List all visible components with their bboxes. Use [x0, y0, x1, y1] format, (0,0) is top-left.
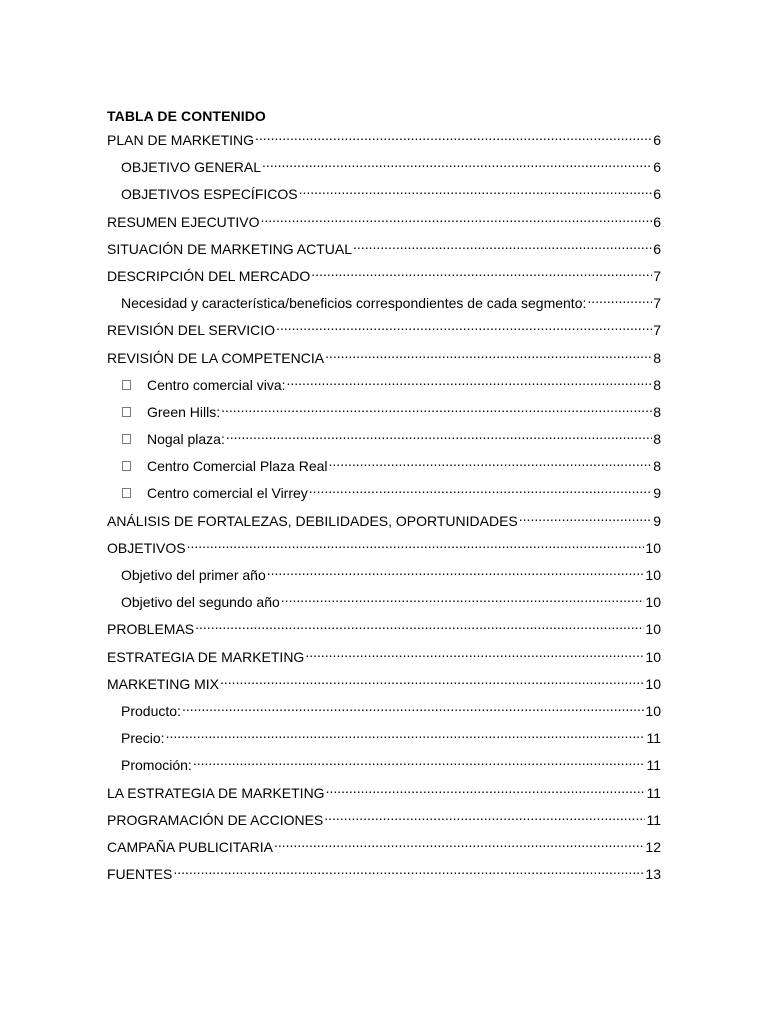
toc-entry-page-number: 8 — [653, 431, 661, 448]
toc-entry[interactable] — [0, 450, 661, 477]
toc-entry[interactable] — [0, 804, 661, 831]
toc-entry-page-number: 6 — [653, 132, 661, 148]
toc-entry-label: RESUMEN EJECUTIVO — [107, 213, 260, 230]
toc-entry[interactable] — [0, 613, 661, 640]
square-bullet-icon — [122, 380, 131, 390]
toc-entry[interactable] — [0, 586, 661, 613]
dot-leader — [187, 533, 645, 553]
toc-entry[interactable] — [0, 206, 661, 233]
toc-entry[interactable] — [0, 559, 661, 586]
dot-leader — [173, 859, 644, 879]
toc-entry-label: LA ESTRATEGIA DE MARKETING — [107, 784, 325, 801]
toc-entry-page-number: 8 — [653, 349, 661, 366]
toc-entry-label: DESCRIPCIÓN DEL MERCADO — [107, 267, 311, 284]
square-bullet-icon — [122, 488, 131, 498]
toc-entry[interactable] — [0, 178, 661, 205]
toc-entry-page-number: 10 — [645, 675, 661, 692]
toc-entry-page-number: 7 — [653, 295, 661, 312]
toc-entry-label: Promoción: — [121, 757, 192, 774]
toc-entry-label: Nogal plaza: — [147, 431, 225, 448]
toc-entry-label: CAMPAÑA PUBLICITARIA — [107, 838, 273, 855]
toc-entry-label: PLAN DE MARKETING — [107, 132, 255, 148]
dot-leader — [299, 179, 653, 199]
toc-entry[interactable] — [0, 505, 661, 532]
dot-leader — [226, 424, 652, 444]
toc-entry-label: PROBLEMAS — [107, 621, 195, 638]
toc-entry[interactable] — [0, 532, 661, 559]
toc-entry-label: Necesidad y característica/beneficios correspondientes de cada segmento: — [121, 295, 587, 312]
dot-leader — [519, 506, 652, 526]
toc-entry[interactable] — [0, 287, 661, 314]
toc-entry-page-number: 9 — [653, 512, 661, 529]
toc-entry-page-number: 6 — [653, 213, 661, 230]
toc-entry-page-number: 10 — [645, 702, 661, 719]
toc-title: TABLA DE CONTENIDO — [107, 108, 266, 124]
toc-entry-label: Producto: — [121, 702, 181, 719]
toc-entry-page-number: 7 — [653, 267, 661, 284]
dot-leader — [182, 696, 644, 716]
toc-entry-label: Green Hills: — [147, 403, 221, 420]
toc-entry-label: Precio: — [121, 730, 165, 747]
toc-entry[interactable] — [0, 260, 661, 287]
toc-entry-page-number: 10 — [645, 539, 661, 556]
toc-entry-label: ESTRATEGIA DE MARKETING — [107, 648, 305, 665]
toc-entry[interactable] — [0, 124, 661, 151]
toc-entry-page-number: 6 — [653, 159, 661, 176]
toc-entry-page-number: 10 — [645, 621, 661, 638]
toc-entry[interactable] — [0, 722, 661, 749]
toc-entry[interactable] — [0, 423, 661, 450]
toc-entry-page-number: 12 — [645, 838, 661, 855]
toc-entry[interactable] — [0, 777, 661, 804]
toc-entry-label: Objetivo del primer año — [121, 567, 266, 583]
dot-leader — [260, 207, 652, 227]
square-bullet-icon — [122, 407, 131, 417]
toc-entry[interactable] — [0, 477, 661, 504]
toc-entry[interactable] — [0, 831, 661, 858]
dot-leader — [193, 750, 646, 770]
toc-entry-label: PROGRAMACIÓN DE ACCIONES — [107, 811, 324, 828]
square-bullet-icon — [122, 434, 131, 444]
toc-entry-page-number: 11 — [646, 730, 661, 747]
toc-entry-page-number: 11 — [646, 811, 661, 828]
dot-leader — [324, 805, 645, 825]
dot-leader — [305, 642, 644, 662]
toc-entry[interactable] — [0, 668, 661, 695]
toc-entry-page-number: 8 — [653, 376, 661, 393]
toc-entry[interactable] — [0, 233, 661, 260]
toc-entry-label: FUENTES — [107, 866, 173, 883]
dot-leader — [311, 261, 652, 281]
toc-entry-page-number: 9 — [653, 485, 661, 502]
square-bullet-icon — [122, 461, 131, 471]
dot-leader — [221, 397, 652, 417]
dot-leader — [166, 723, 646, 743]
dot-leader — [195, 614, 644, 634]
toc-entry-label: OBJETIVOS — [107, 539, 186, 556]
dot-leader — [325, 343, 652, 363]
dot-leader — [220, 669, 644, 689]
dot-leader — [262, 152, 652, 172]
dot-leader — [255, 125, 652, 145]
toc-entry[interactable] — [0, 342, 661, 369]
toc-entry-page-number: 11 — [646, 757, 661, 774]
toc-entry-page-number: 13 — [645, 866, 661, 883]
toc-entry-page-number: 11 — [646, 784, 661, 801]
dot-leader — [281, 587, 645, 607]
dot-leader — [276, 315, 652, 335]
toc-entry-label: OBJETIVOS ESPECÍFICOS — [121, 186, 298, 203]
dot-leader — [274, 832, 644, 852]
toc-entry[interactable] — [0, 314, 661, 341]
toc-entry-page-number: 10 — [645, 567, 661, 583]
toc-entry[interactable] — [0, 695, 661, 722]
toc-entry-page-number: 8 — [653, 403, 661, 420]
dot-leader — [309, 478, 652, 498]
toc-entry[interactable] — [0, 151, 661, 178]
toc-entry-label: Centro comercial viva: — [147, 376, 286, 393]
toc-entry-label: Centro comercial el Virrey — [147, 485, 308, 502]
toc-entry[interactable] — [0, 858, 661, 885]
dot-leader — [329, 451, 653, 471]
dot-leader — [353, 234, 652, 254]
toc-entry[interactable] — [0, 369, 661, 396]
toc-entry-page-number: 10 — [645, 648, 661, 665]
toc-entry-label: REVISIÓN DE LA COMPETENCIA — [107, 349, 325, 366]
toc-entry-label: OBJETIVO GENERAL — [121, 159, 262, 176]
toc-entry-label: SITUACIÓN DE MARKETING ACTUAL — [107, 240, 353, 257]
table-of-contents — [0, 124, 768, 885]
toc-entry[interactable] — [0, 641, 661, 668]
toc-entry-label: ANÁLISIS DE FORTALEZAS, DEBILIDADES, OPORTUNIDADES — [107, 512, 518, 529]
toc-entry-page-number: 8 — [653, 458, 661, 475]
dot-leader — [287, 370, 653, 390]
dot-leader — [267, 560, 645, 580]
toc-entry-page-number: 10 — [645, 594, 661, 611]
toc-entry[interactable] — [0, 749, 661, 776]
toc-entry-page-number: 6 — [653, 240, 661, 257]
dot-leader — [587, 288, 652, 308]
toc-entry-page-number: 7 — [653, 322, 661, 339]
dot-leader — [326, 778, 646, 798]
toc-entry-label: Objetivo del segundo año — [121, 594, 280, 611]
toc-entry-label: MARKETING MIX — [107, 675, 220, 692]
toc-entry-page-number: 6 — [653, 186, 661, 203]
toc-entry-label: Centro Comercial Plaza Real — [147, 458, 328, 475]
toc-entry-label: REVISIÓN DEL SERVICIO — [107, 322, 276, 339]
toc-entry[interactable] — [0, 396, 661, 423]
